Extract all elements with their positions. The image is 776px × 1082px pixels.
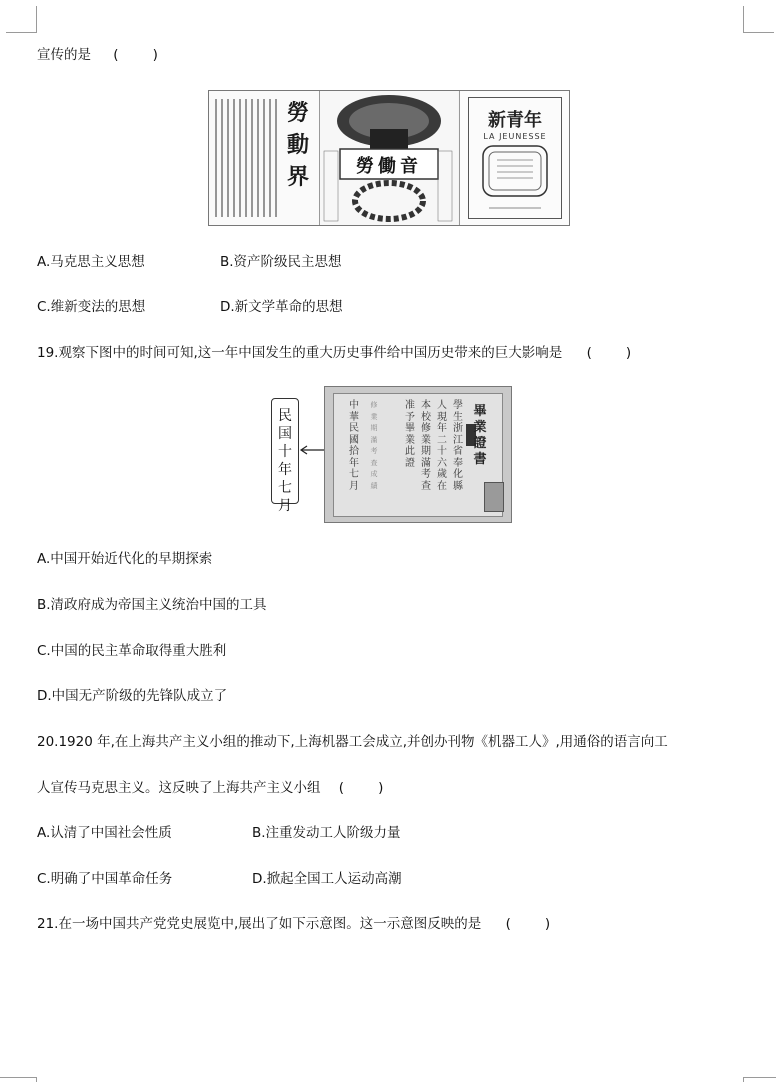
certificate-text-column: 人 現 年 二 十 六 歲 在 <box>437 400 447 492</box>
certificate-photo <box>484 482 504 512</box>
q19-option-c: C.中国的民主革命取得重大胜利 <box>37 643 227 659</box>
q20-stem-text: 人宣传马克思主义。这反映了上海共产主义小组 <box>37 780 321 796</box>
q20-option-c: C.明确了中国革命任务 <box>37 871 173 887</box>
q20-option-a: A.认清了中国社会性质 <box>37 825 172 841</box>
crop-mark-bottom-right <box>743 1077 776 1082</box>
q19-date-callout-text: 民 国 十 年 七 月 <box>278 408 292 514</box>
q20-option-d: D.掀起全国工人运动高潮 <box>252 871 402 887</box>
certificate-text-column: 修 業 期 滿 考 查 成 績 <box>370 401 378 490</box>
certificate-text-column: 中 華 民 國 拾 年 七 月 <box>349 400 359 492</box>
crop-mark-top-left <box>6 6 37 33</box>
magazine-latin-title: LA JEUNESSE <box>483 132 547 141</box>
newspaper-laodongjie-title: 勞 動 界 <box>286 100 309 190</box>
q18-option-b: B.资产阶级民主思想 <box>220 254 342 270</box>
q18-newspapers-figure <box>208 90 570 226</box>
magazine-xinqingnian <box>459 91 570 225</box>
crop-mark-top-right <box>743 6 774 33</box>
q18-option-c: C.维新变法的思想 <box>37 299 146 315</box>
q19-option-b: B.清政府成为帝国主义统治中国的工具 <box>37 597 267 613</box>
q19-stem <box>37 344 631 362</box>
newspaper-laodongyin-title: 勞働音 <box>356 156 422 177</box>
q18-stem-tail <box>37 46 158 64</box>
magazine-title: 新青年 <box>488 110 542 131</box>
magazine-ornament <box>469 140 561 220</box>
certificate-title: 畢 業 證 書 <box>473 404 487 467</box>
newspaper-laodongyin <box>320 91 458 225</box>
q19-option-a: A.中国开始近代化的早期探索 <box>37 551 213 567</box>
q18-stem-text: 宣传的是 <box>37 47 91 63</box>
q20-option-b: B.注重发动工人阶级力量 <box>252 825 401 841</box>
certificate-text-column: 准 予 畢 業 此 證 <box>405 400 415 469</box>
certificate-text-column: 本 校 修 業 期 滿 考 查 <box>421 400 431 492</box>
q18-option-a: A.马克思主义思想 <box>37 254 145 270</box>
q19-date-callout <box>271 398 299 514</box>
q19-stem-text: 19.观察下图中的时间可知,这一年中国发生的重大历史事件给中国历史带来的巨大影响是 <box>37 345 563 361</box>
newspaper-text-columns <box>215 99 279 217</box>
q20-stem-line-1: 20.1920 年,在上海共产主义小组的推动下,上海机器工会成立,并创办刊物《机器工人》,用通俗的语言向工 <box>37 734 668 750</box>
q20-stem-line-2 <box>37 779 383 797</box>
newspaper-laodongjie <box>209 91 320 225</box>
q21-stem-text: 21.在一场中国共产党党史展览中,展出了如下示意图。这一示意图反映的是 <box>37 916 482 932</box>
magazine-cover-frame <box>468 97 562 219</box>
certificate-text-column: 學 生 浙 江 省 奉 化 縣 <box>453 400 463 492</box>
q19-option-d: D.中国无产阶级的先锋队成立了 <box>37 688 228 704</box>
q19-answer-paren: ( ) <box>586 345 632 361</box>
q20-answer-paren: ( ) <box>338 780 384 796</box>
q19-certificate-figure <box>324 386 512 523</box>
q18-answer-paren: ( ) <box>113 47 158 63</box>
q18-option-d: D.新文学革命的思想 <box>220 299 343 315</box>
certificate-paper <box>333 393 503 517</box>
crop-mark-bottom-left <box>0 1077 37 1082</box>
q21-answer-paren: ( ) <box>505 916 551 932</box>
q21-stem <box>37 915 550 933</box>
arrow-left-icon <box>298 444 326 456</box>
